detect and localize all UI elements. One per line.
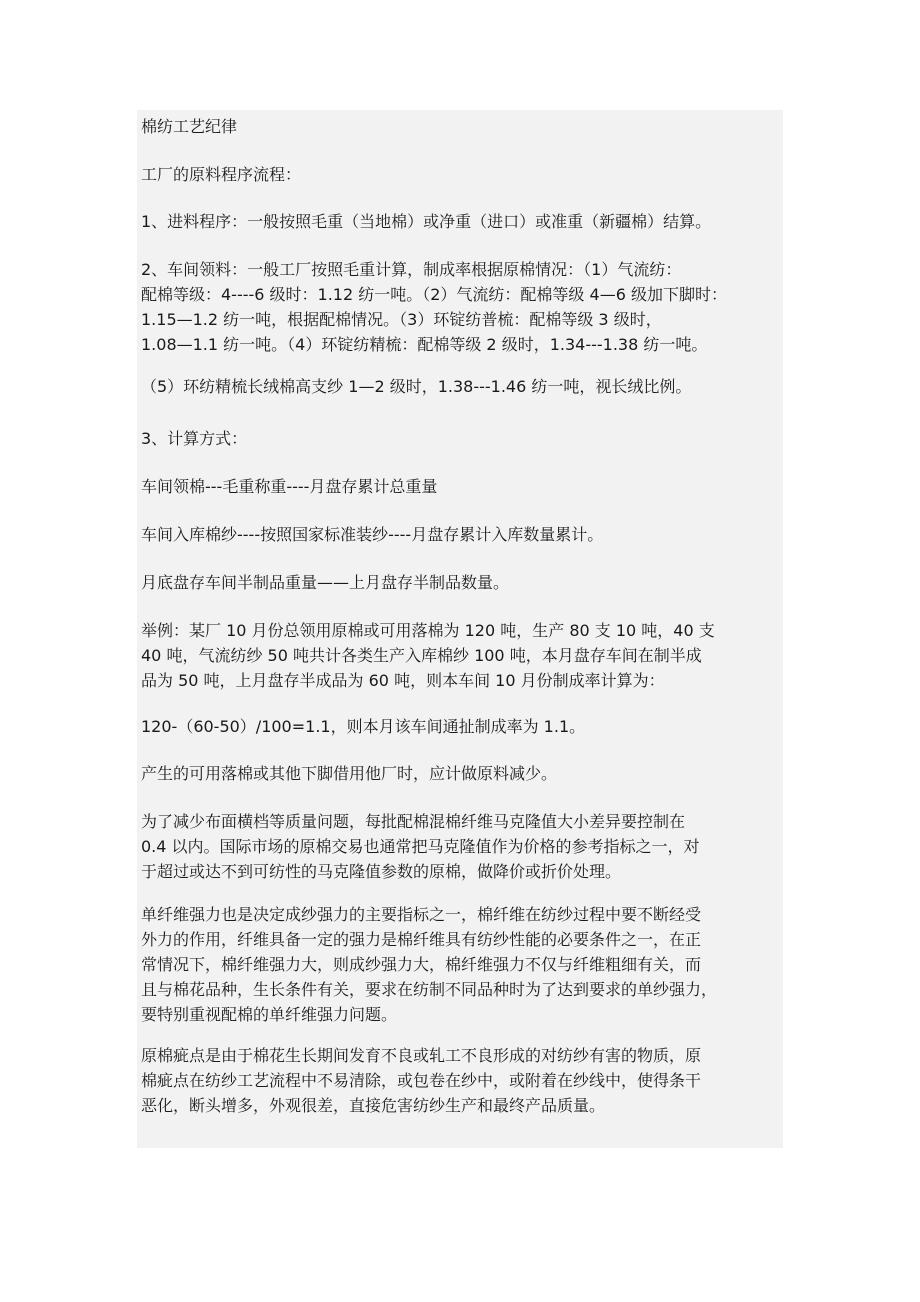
paragraph-2: 1、进料程序：一般按照毛重（当地棉）或净重（进口）或准重（新疆棉）结算。 <box>141 212 712 231</box>
paragraph-14: 原棉疵点是由于棉花生长期间发育不良或轧工不良形成的对纺纱有害的物质，原 棉疵点在纺纱工艺流程中不易清除，或包卷在纱中，或附着在纱线中，使得条干 恶化，断头增多，外观很差，直接危害纺纱生产和最终产品质量。 <box>141 1046 702 1115</box>
document-title: 棉纺工艺纪律 <box>141 117 238 136</box>
paragraph-12: 为了减少布面横档等质量问题，每批配棉混棉纤维马克隆值大小差异要控制在 0.4 以内。国际市场的原棉交易也通常把马克隆值作为价格的参考指标之一，对 于超过或达不到可纺性的马克隆值参数的原棉，做降价或折价处理。 <box>141 812 700 881</box>
paragraph-13: 单纤维强力也是决定成纱强力的主要指标之一，棉纤维在纺纱过程中要不断经受 外力的作用，纤维具备一定的强力是棉纤维具有纺纱性能的必要条件之一，在正 常情况下，棉纤维强力大，则成纱强力大，棉纤维强力不仅与纤维粗细有关，而 且与棉花品种，生长条件有关，要求在纺制不同品种时为了达到要求的单纱强力， 要特别重视配棉的单纤维强力问题。 <box>141 905 718 1024</box>
paragraph-7: 车间入库棉纱----按照国家标准装纱----月盘存累计入库数量累计。 <box>141 525 604 544</box>
paragraph-3: 2、车间领料：一般工厂按照毛重计算，制成率根据原棉情况：（1）气流纺： 配棉等级：4----6 级时：1.12 纺一吨。（2）气流纺：配棉等级 4—6 级加下脚时： 1.15—1.2 纺一吨，根据配棉情况。（3）环锭纺普梳：配棉等级 3 级时， 1.08—1.1 纺一吨。（4）环锭纺精梳：配棉等级 2 级时，1.34---1.38 纺一吨。 <box>141 260 727 354</box>
paragraph-5: 3、计算方式： <box>141 429 248 448</box>
document-text-block <box>137 110 783 1148</box>
paragraph-11: 产生的可用落棉或其他下脚借用他厂时，应计做原料减少。 <box>141 764 558 783</box>
paragraph-1: 工厂的原料程序流程： <box>141 165 302 184</box>
paragraph-10: 120-（60-50）/100=1.1，则本月该车间通扯制成率为 1.1。 <box>141 717 586 736</box>
paragraph-8: 月底盘存车间半制品重量——上月盘存半制品数量。 <box>141 573 510 592</box>
paragraph-4: （5）环纺精梳长绒棉高支纱 1—2 级时，1.38---1.46 纺一吨，视长绒比例。 <box>141 377 692 396</box>
paragraph-6: 车间领棉---毛重称重----月盘存累计总重量 <box>141 477 438 496</box>
paragraph-9: 举例：某厂 10 月份总领用原棉或可用落棉为 120 吨，生产 80 支 10 吨，40 支 40 吨，气流纺纱 50 吨共计各类生产入库棉纱 100 吨，本月盘存车间在制半成 品为 50 吨，上月盘存半成品为 60 吨，则本车间 10 月份制成率计算为： <box>141 621 715 690</box>
